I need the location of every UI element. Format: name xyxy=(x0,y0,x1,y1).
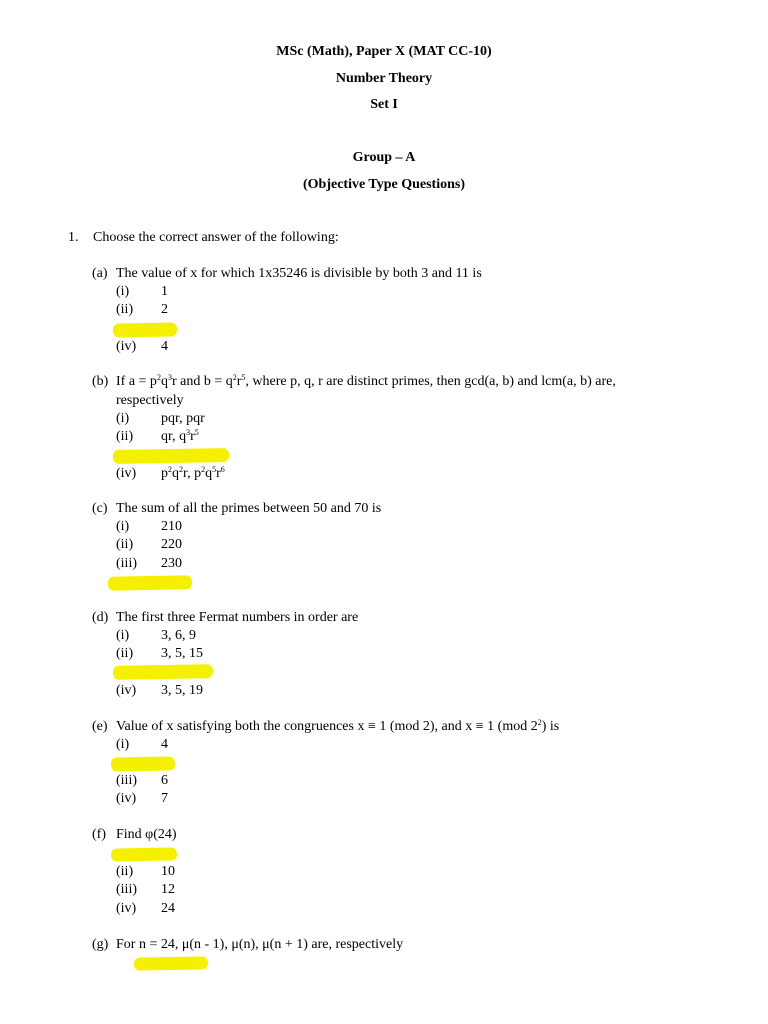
option-number: (ii) xyxy=(116,537,134,552)
question-number: 1. xyxy=(68,230,79,245)
sub-question-label: (a) xyxy=(92,266,108,281)
option-number: (iii) xyxy=(116,773,137,788)
option-number: (i) xyxy=(116,519,130,534)
course-title: MSc (Math), Paper X (MAT CC-10) xyxy=(276,44,492,59)
option-value: qr, $q^3r^5$ xyxy=(161,428,199,444)
option-number: (ii) xyxy=(116,429,134,444)
option-value: 3, 6, 9 xyxy=(161,628,196,643)
answer-highlight xyxy=(113,664,213,680)
option-value-text: qr, q xyxy=(161,429,187,444)
option-value: 2 xyxy=(161,302,168,317)
option-value: 1 xyxy=(161,284,168,299)
subject-title: Number Theory xyxy=(335,71,433,86)
option-value: pqr, pqr xyxy=(161,411,205,426)
sub-question-text-continued: respectively xyxy=(116,393,184,408)
option-value: 4 xyxy=(161,737,168,752)
set-title: Set I xyxy=(370,97,398,112)
option-number: (iii) xyxy=(116,556,137,571)
answer-highlight xyxy=(113,322,177,337)
option-number: (i) xyxy=(116,628,130,643)
sub-question-text: If $a = p^2q^3r$ and $b = q^2r^5$, where p, q, r are distinct primes, then gcd(a, b) and lcm(a, b) are, xyxy=(116,373,616,389)
option-number: (i) xyxy=(116,411,130,426)
option-value: 7 xyxy=(161,791,168,806)
answer-highlight xyxy=(111,756,175,771)
option-value: 6 xyxy=(161,773,168,788)
sub-question-text: The first three Fermat numbers in order are xyxy=(116,610,359,625)
option-number: (iv) xyxy=(116,339,137,354)
sub-question-label: (d) xyxy=(92,610,109,625)
option-value: 3, 5, 15 xyxy=(161,646,203,661)
answer-highlight xyxy=(111,847,177,861)
option-number: (ii) xyxy=(116,302,134,317)
option-value: 220 xyxy=(161,537,182,552)
question-text: Choose the correct answer of the following: xyxy=(93,230,339,245)
option-value: 230 xyxy=(161,556,182,571)
sub-question-text: For n = 24, μ(n - 1), μ(n), μ(n + 1) are, respectively xyxy=(116,937,404,952)
option-value: 3, 5, 19 xyxy=(161,683,203,698)
option-number: (ii) xyxy=(116,646,134,661)
option-number: (iv) xyxy=(116,791,137,806)
option-value: 210 xyxy=(161,519,182,534)
sub-question-text: Value of x satisfying both the congruences x ≡ 1 (mod 2), and x ≡ 1 (mod $2^2$) is xyxy=(116,718,560,734)
option-value: 4 xyxy=(161,339,168,354)
option-number: (iii) xyxy=(116,882,137,897)
option-number: (iv) xyxy=(116,901,137,916)
option-number: (ii) xyxy=(116,864,134,879)
question-type-title: (Objective Type Questions) xyxy=(302,177,466,192)
option-number: (i) xyxy=(116,737,130,752)
sub-question-text: The value of x for which 1x35246 is divisible by both 3 and 11 is xyxy=(116,266,482,281)
sub-question-label: (f) xyxy=(92,827,106,842)
sub-question-text: The sum of all the primes between 50 and 70 is xyxy=(116,501,382,516)
sub-question-text: Find φ(24) xyxy=(116,827,177,842)
option-value: $p^2q^2r$, $p^2q^5r^6$ xyxy=(161,465,225,481)
sub-question-label: (b) xyxy=(92,374,109,389)
option-number: (i) xyxy=(116,284,130,299)
sub-question-label: (c) xyxy=(92,501,108,516)
option-value: 24 xyxy=(161,901,175,916)
group-title: Group – A xyxy=(352,150,416,165)
answer-highlight xyxy=(113,448,229,464)
sub-question-label: (e) xyxy=(92,719,108,734)
option-value: 10 xyxy=(161,864,175,879)
option-value: 12 xyxy=(161,882,175,897)
answer-highlight xyxy=(134,956,208,970)
option-number: (iv) xyxy=(116,466,137,481)
sub-question-label: (g) xyxy=(92,937,109,952)
answer-highlight xyxy=(108,575,192,590)
option-number: (iv) xyxy=(116,683,137,698)
